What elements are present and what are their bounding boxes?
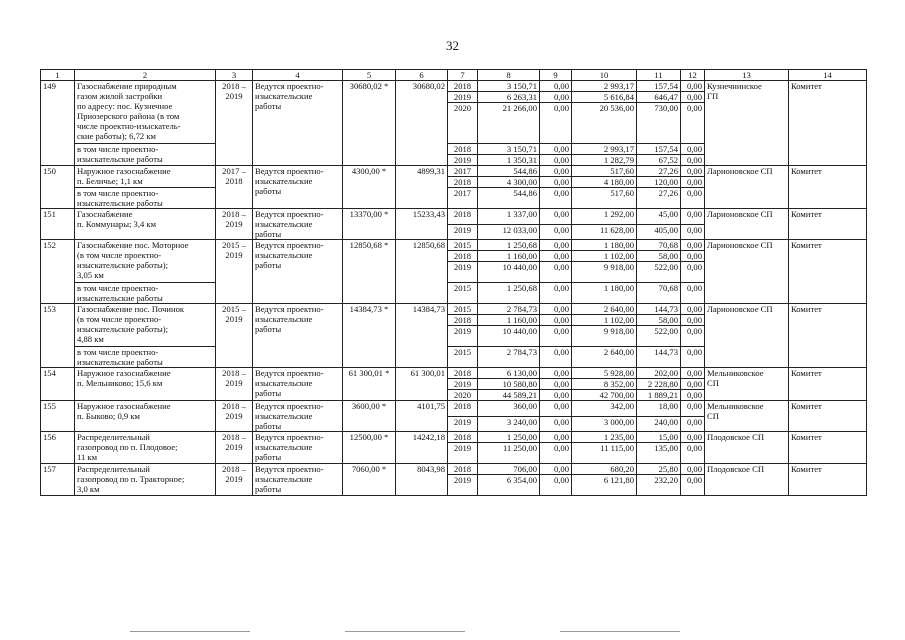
- other-cell: 0,00: [681, 283, 705, 304]
- year-cell: 2017: [448, 188, 478, 209]
- column-number: 3: [216, 70, 253, 81]
- other-cell: 0,00: [681, 464, 705, 475]
- local-cell: 232,20: [637, 475, 681, 496]
- customer-cell: Комитет: [789, 81, 867, 166]
- local-cell: 646,47: [637, 92, 681, 103]
- year-cell: 2015: [448, 304, 478, 315]
- subtotal-label: в том числе проектно- изыскательские работы: [75, 188, 216, 209]
- status-cell: Ведутся проектно- изыскательские работы: [253, 368, 343, 401]
- regional-cell: 1 235,00: [572, 432, 637, 443]
- district-cell: Мельниковское СП: [705, 401, 789, 432]
- local-cell: 45,00: [637, 209, 681, 225]
- other-cell: 0,00: [681, 401, 705, 417]
- total-cell: 544,86: [478, 188, 540, 209]
- total-cell: 1 250,68: [478, 240, 540, 251]
- estimated-cost: 7060,00 *: [343, 464, 396, 496]
- column-number: 4: [253, 70, 343, 81]
- current-cost: 4899,31: [396, 166, 448, 209]
- other-cell: 0,00: [681, 315, 705, 326]
- federal-cell: 0,00: [540, 401, 572, 417]
- year-cell: 2020: [448, 103, 478, 144]
- year-cell: 2019: [448, 443, 478, 464]
- regional-cell: 517,60: [572, 188, 637, 209]
- district-cell: Ларионовское СП: [705, 166, 789, 209]
- regional-cell: 1 102,00: [572, 251, 637, 262]
- local-cell: 2 228,80: [637, 379, 681, 390]
- customer-cell: Комитет: [789, 240, 867, 304]
- footer-rule: [560, 631, 680, 632]
- table-body: [41, 70, 867, 496]
- object-name: Наружное газоснабжение п. Беличье; 1,1 км: [75, 166, 216, 188]
- regional-cell: 2 993,17: [572, 81, 637, 92]
- column-number: 12: [681, 70, 705, 81]
- regional-cell: 42 700,00: [572, 390, 637, 401]
- table-row: [41, 304, 867, 315]
- subtotal-label: в том числе проектно- изыскательские работы: [75, 144, 216, 166]
- object-name: Газоснабжение природным газом жилой застройки по адресу: пос. Кузнечное Приозерского района (в том числе проектно-изыскатель- ские работы); 6,72 км: [75, 81, 216, 144]
- column-number: 7: [448, 70, 478, 81]
- year-cell: 2018: [448, 81, 478, 92]
- status-cell: Ведутся проектно- изыскательские работы: [253, 81, 343, 166]
- federal-cell: 0,00: [540, 464, 572, 475]
- federal-cell: 0,00: [540, 326, 572, 347]
- year-cell: 2018: [448, 368, 478, 379]
- local-cell: 522,00: [637, 262, 681, 283]
- federal-cell: 0,00: [540, 92, 572, 103]
- current-cost: 8043,98: [396, 464, 448, 496]
- federal-cell: 0,00: [540, 432, 572, 443]
- row-number: 149: [41, 81, 75, 166]
- regional-cell: 5 928,00: [572, 368, 637, 379]
- total-cell: 2 784,73: [478, 347, 540, 368]
- estimated-cost: 61 300,01 *: [343, 368, 396, 401]
- year-cell: 2018: [448, 464, 478, 475]
- regional-cell: 11 115,00: [572, 443, 637, 464]
- current-cost: 30680,02: [396, 81, 448, 166]
- row-number: 155: [41, 401, 75, 432]
- other-cell: 0,00: [681, 144, 705, 155]
- column-number: 5: [343, 70, 396, 81]
- federal-cell: 0,00: [540, 390, 572, 401]
- federal-cell: 0,00: [540, 304, 572, 315]
- regional-cell: 2 640,00: [572, 347, 637, 368]
- local-cell: 27,26: [637, 188, 681, 209]
- other-cell: 0,00: [681, 475, 705, 496]
- column-number: 2: [75, 70, 216, 81]
- table-row: [41, 368, 867, 379]
- total-cell: 21 266,00: [478, 103, 540, 144]
- status-cell: Ведутся проектно- изыскательские работы: [253, 166, 343, 209]
- total-cell: 360,00: [478, 401, 540, 417]
- status-cell: Ведутся проектно- изыскательские работы: [253, 432, 343, 464]
- period-cell: 2015 – 2019: [216, 240, 253, 304]
- regional-cell: 3 000,00: [572, 416, 637, 432]
- total-cell: 12 033,00: [478, 224, 540, 240]
- regional-cell: 20 536,00: [572, 103, 637, 144]
- total-cell: 3 150,71: [478, 81, 540, 92]
- regional-cell: 4 180,00: [572, 177, 637, 188]
- local-cell: 522,00: [637, 326, 681, 347]
- total-cell: 1 250,00: [478, 432, 540, 443]
- other-cell: 0,00: [681, 304, 705, 315]
- table-row: [41, 209, 867, 225]
- page-number: 32: [446, 38, 459, 53]
- local-cell: 67,52: [637, 155, 681, 166]
- local-cell: 144,73: [637, 304, 681, 315]
- local-cell: 157,54: [637, 144, 681, 155]
- row-number: 156: [41, 432, 75, 464]
- other-cell: 0,00: [681, 347, 705, 368]
- total-cell: 2 784,73: [478, 304, 540, 315]
- object-name: Распределительный газопровод по п. Плодовое; 11 км: [75, 432, 216, 464]
- year-cell: 2019: [448, 92, 478, 103]
- program-table: [40, 69, 867, 496]
- regional-cell: 2 640,00: [572, 304, 637, 315]
- local-cell: 58,00: [637, 315, 681, 326]
- estimated-cost: 13370,00 *: [343, 209, 396, 240]
- regional-cell: 1 102,00: [572, 315, 637, 326]
- federal-cell: 0,00: [540, 166, 572, 177]
- district-cell: Кузнечнинское ГП: [705, 81, 789, 166]
- other-cell: 0,00: [681, 251, 705, 262]
- regional-cell: 11 628,00: [572, 224, 637, 240]
- total-cell: 1 350,31: [478, 155, 540, 166]
- total-cell: 1 337,00: [478, 209, 540, 225]
- column-number: 9: [540, 70, 572, 81]
- total-cell: 11 250,00: [478, 443, 540, 464]
- federal-cell: 0,00: [540, 155, 572, 166]
- regional-cell: 9 918,00: [572, 326, 637, 347]
- regional-cell: 517,60: [572, 166, 637, 177]
- current-cost: 15233,43: [396, 209, 448, 240]
- customer-cell: Комитет: [789, 166, 867, 209]
- year-cell: 2015: [448, 240, 478, 251]
- object-name: Наружное газоснабжение п. Быково; 0,9 км: [75, 401, 216, 432]
- customer-cell: Комитет: [789, 401, 867, 432]
- period-cell: 2018 – 2019: [216, 81, 253, 166]
- year-cell: 2018: [448, 432, 478, 443]
- year-cell: 2020: [448, 390, 478, 401]
- footer-rule: [130, 631, 250, 632]
- federal-cell: 0,00: [540, 224, 572, 240]
- table-row: [41, 166, 867, 177]
- year-cell: 2018: [448, 144, 478, 155]
- customer-cell: Комитет: [789, 368, 867, 401]
- local-cell: 202,00: [637, 368, 681, 379]
- status-cell: Ведутся проектно- изыскательские работы: [253, 401, 343, 432]
- regional-cell: 1 180,00: [572, 283, 637, 304]
- federal-cell: 0,00: [540, 368, 572, 379]
- customer-cell: Комитет: [789, 464, 867, 496]
- subtotal-label: в том числе проектно- изыскательские работы: [75, 283, 216, 304]
- other-cell: 0,00: [681, 209, 705, 225]
- year-cell: 2018: [448, 401, 478, 417]
- period-cell: 2018 – 2019: [216, 464, 253, 496]
- district-cell: Плодовское СП: [705, 432, 789, 464]
- total-cell: 10 440,00: [478, 262, 540, 283]
- column-number: 6: [396, 70, 448, 81]
- year-cell: 2019: [448, 262, 478, 283]
- total-cell: 1 160,00: [478, 315, 540, 326]
- local-cell: 70,68: [637, 240, 681, 251]
- local-cell: 18,00: [637, 401, 681, 417]
- federal-cell: 0,00: [540, 379, 572, 390]
- total-cell: 10 580,80: [478, 379, 540, 390]
- regional-cell: 1 282,79: [572, 155, 637, 166]
- district-cell: Плодовское СП: [705, 464, 789, 496]
- other-cell: 0,00: [681, 262, 705, 283]
- status-cell: Ведутся проектно- изыскательские работы: [253, 240, 343, 304]
- status-cell: Ведутся проектно- изыскательские работы: [253, 209, 343, 240]
- period-cell: 2015 – 2019: [216, 304, 253, 368]
- object-name: Газоснабжение пос. Моторное (в том числе проектно- изыскательские работы); 3,05 км: [75, 240, 216, 283]
- district-cell: Ларионовское СП: [705, 240, 789, 304]
- district-cell: Ларионовское СП: [705, 304, 789, 368]
- period-cell: 2018 – 2019: [216, 209, 253, 240]
- other-cell: 0,00: [681, 177, 705, 188]
- other-cell: 0,00: [681, 103, 705, 144]
- federal-cell: 0,00: [540, 209, 572, 225]
- column-number-row: [41, 70, 867, 81]
- total-cell: 706,00: [478, 464, 540, 475]
- total-cell: 6 130,00: [478, 368, 540, 379]
- subtotal-label: в том числе проектно- изыскательские работы: [75, 347, 216, 368]
- total-cell: 3 150,71: [478, 144, 540, 155]
- federal-cell: 0,00: [540, 251, 572, 262]
- object-name: Газоснабжение пос. Починок (в том числе проектно- изыскательские работы); 4,88 км: [75, 304, 216, 347]
- year-cell: 2018: [448, 177, 478, 188]
- federal-cell: 0,00: [540, 188, 572, 209]
- column-number: 13: [705, 70, 789, 81]
- customer-cell: Комитет: [789, 209, 867, 240]
- year-cell: 2019: [448, 326, 478, 347]
- year-cell: 2019: [448, 379, 478, 390]
- estimated-cost: 12500,00 *: [343, 432, 396, 464]
- total-cell: 6 354,00: [478, 475, 540, 496]
- total-cell: 3 240,00: [478, 416, 540, 432]
- district-cell: Мельниковское СП: [705, 368, 789, 401]
- customer-cell: Комитет: [789, 304, 867, 368]
- federal-cell: 0,00: [540, 81, 572, 92]
- column-number: 14: [789, 70, 867, 81]
- estimated-cost: 4300,00 *: [343, 166, 396, 209]
- object-name: Наружное газоснабжение п. Мельниково; 15,6 км: [75, 368, 216, 401]
- object-name: Газоснабжение п. Коммунары; 3,4 км: [75, 209, 216, 240]
- local-cell: 1 889,21: [637, 390, 681, 401]
- period-cell: 2018 – 2019: [216, 368, 253, 401]
- federal-cell: 0,00: [540, 416, 572, 432]
- regional-cell: 9 918,00: [572, 262, 637, 283]
- column-number: 8: [478, 70, 540, 81]
- local-cell: 27,26: [637, 166, 681, 177]
- other-cell: 0,00: [681, 155, 705, 166]
- total-cell: 544,86: [478, 166, 540, 177]
- other-cell: 0,00: [681, 368, 705, 379]
- other-cell: 0,00: [681, 240, 705, 251]
- status-cell: Ведутся проектно- изыскательские работы: [253, 464, 343, 496]
- row-number: 151: [41, 209, 75, 240]
- estimated-cost: 3600,00 *: [343, 401, 396, 432]
- current-cost: 12850,68: [396, 240, 448, 304]
- year-cell: 2018: [448, 251, 478, 262]
- local-cell: 405,00: [637, 224, 681, 240]
- federal-cell: 0,00: [540, 262, 572, 283]
- other-cell: 0,00: [681, 432, 705, 443]
- year-cell: 2015: [448, 347, 478, 368]
- current-cost: 14242,18: [396, 432, 448, 464]
- table-row: [41, 401, 867, 417]
- row-number: 153: [41, 304, 75, 368]
- other-cell: 0,00: [681, 326, 705, 347]
- estimated-cost: 30680,02 *: [343, 81, 396, 166]
- local-cell: 240,00: [637, 416, 681, 432]
- year-cell: 2019: [448, 155, 478, 166]
- row-number: 150: [41, 166, 75, 209]
- local-cell: 135,00: [637, 443, 681, 464]
- other-cell: 0,00: [681, 92, 705, 103]
- other-cell: 0,00: [681, 166, 705, 177]
- current-cost: 61 300,01: [396, 368, 448, 401]
- other-cell: 0,00: [681, 188, 705, 209]
- local-cell: 58,00: [637, 251, 681, 262]
- current-cost: 14384,73: [396, 304, 448, 368]
- period-cell: 2018 – 2019: [216, 432, 253, 464]
- total-cell: 4 300,00: [478, 177, 540, 188]
- table-row: [41, 240, 867, 251]
- other-cell: 0,00: [681, 224, 705, 240]
- year-cell: 2017: [448, 166, 478, 177]
- regional-cell: 1 292,00: [572, 209, 637, 225]
- customer-cell: Комитет: [789, 432, 867, 464]
- estimated-cost: 14384,73 *: [343, 304, 396, 368]
- regional-cell: 342,00: [572, 401, 637, 417]
- other-cell: 0,00: [681, 390, 705, 401]
- local-cell: 25,80: [637, 464, 681, 475]
- federal-cell: 0,00: [540, 103, 572, 144]
- year-cell: 2019: [448, 224, 478, 240]
- federal-cell: 0,00: [540, 315, 572, 326]
- year-cell: 2018: [448, 315, 478, 326]
- federal-cell: 0,00: [540, 144, 572, 155]
- other-cell: 0,00: [681, 443, 705, 464]
- row-number: 157: [41, 464, 75, 496]
- federal-cell: 0,00: [540, 283, 572, 304]
- row-number: 152: [41, 240, 75, 304]
- federal-cell: 0,00: [540, 443, 572, 464]
- current-cost: 4101,75: [396, 401, 448, 432]
- local-cell: 70,68: [637, 283, 681, 304]
- local-cell: 15,00: [637, 432, 681, 443]
- table-row: [41, 464, 867, 475]
- local-cell: 157,54: [637, 81, 681, 92]
- total-cell: 1 250,68: [478, 283, 540, 304]
- estimated-cost: 12850,68 *: [343, 240, 396, 304]
- other-cell: 0,00: [681, 81, 705, 92]
- regional-cell: 8 352,00: [572, 379, 637, 390]
- total-cell: 10 440,00: [478, 326, 540, 347]
- year-cell: 2019: [448, 416, 478, 432]
- column-number: 11: [637, 70, 681, 81]
- regional-cell: 5 616,84: [572, 92, 637, 103]
- regional-cell: 680,20: [572, 464, 637, 475]
- status-cell: Ведутся проектно- изыскательские работы: [253, 304, 343, 368]
- period-cell: 2017 – 2018: [216, 166, 253, 209]
- local-cell: 120,00: [637, 177, 681, 188]
- object-name: Распределительный газопровод по п. Тракторное; 3,0 км: [75, 464, 216, 496]
- total-cell: 6 263,31: [478, 92, 540, 103]
- year-cell: 2019: [448, 475, 478, 496]
- local-cell: 144,73: [637, 347, 681, 368]
- total-cell: 44 589,21: [478, 390, 540, 401]
- total-cell: 1 160,00: [478, 251, 540, 262]
- other-cell: 0,00: [681, 416, 705, 432]
- federal-cell: 0,00: [540, 177, 572, 188]
- federal-cell: 0,00: [540, 240, 572, 251]
- table-row: [41, 432, 867, 443]
- period-cell: 2018 – 2019: [216, 401, 253, 432]
- year-cell: 2015: [448, 283, 478, 304]
- local-cell: 730,00: [637, 103, 681, 144]
- table-row: [41, 81, 867, 92]
- row-number: 154: [41, 368, 75, 401]
- regional-cell: 1 180,00: [572, 240, 637, 251]
- district-cell: Ларионовское СП: [705, 209, 789, 240]
- federal-cell: 0,00: [540, 347, 572, 368]
- regional-cell: 6 121,80: [572, 475, 637, 496]
- federal-cell: 0,00: [540, 475, 572, 496]
- footer-rule: [345, 631, 465, 632]
- other-cell: 0,00: [681, 379, 705, 390]
- regional-cell: 2 993,17: [572, 144, 637, 155]
- year-cell: 2018: [448, 209, 478, 225]
- column-number: 10: [572, 70, 637, 81]
- column-number: 1: [41, 70, 75, 81]
